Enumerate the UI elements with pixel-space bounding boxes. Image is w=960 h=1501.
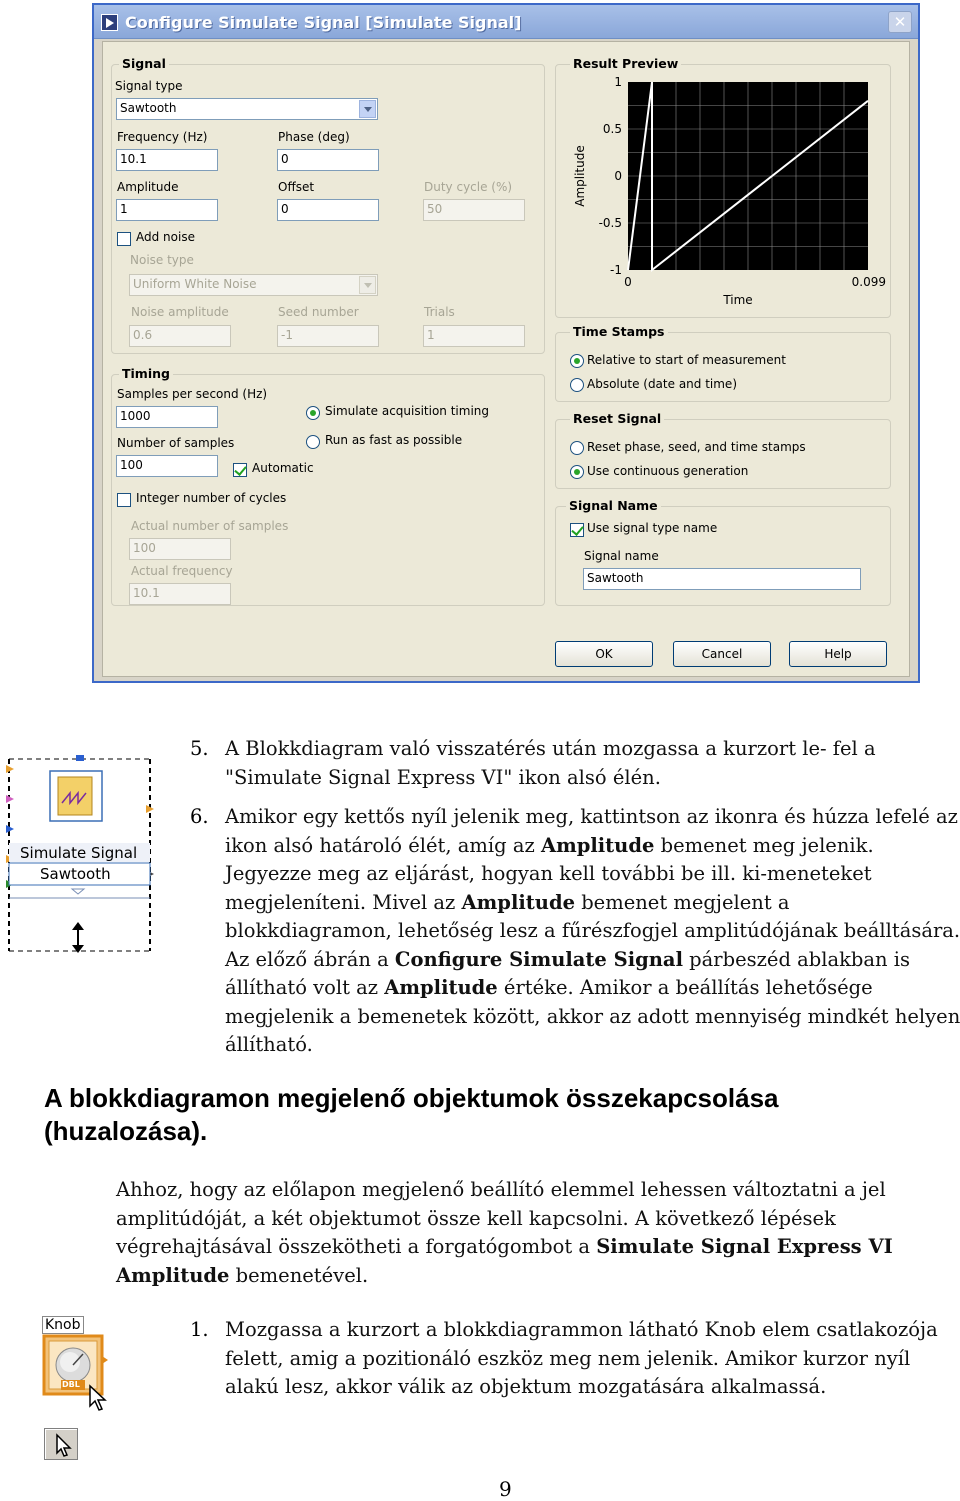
add-noise-label: Add noise	[136, 230, 195, 244]
step6-number: 6.	[190, 805, 209, 828]
run-fast-radio[interactable]	[306, 435, 320, 449]
continuous-generation-label: Use continuous generation	[587, 464, 749, 478]
signal-name-label: Signal name	[584, 549, 659, 563]
y-tick-label: -1	[610, 263, 622, 277]
reset-phase-radio[interactable]	[570, 441, 584, 455]
noise-amplitude-field[interactable]: 0.6	[129, 325, 231, 347]
offset-label: Offset	[278, 180, 315, 194]
frequency-field[interactable]: 10.1	[116, 149, 218, 171]
relative-timestamp-radio[interactable]	[570, 354, 584, 368]
signal-name-title: Signal Name	[566, 498, 661, 513]
step5-text: A Blokkdiagram való visszatérés után mozgassa a kurzort le- fel a "Simulate Signal Express VI" ikon alsó élén.	[225, 737, 876, 789]
offset-field[interactable]: 0	[277, 199, 379, 221]
integer-cycles-label: Integer number of cycles	[136, 491, 287, 505]
signal-type-value: Sawtooth	[120, 101, 177, 115]
dialog-title: Configure Simulate Signal [Simulate Signal]	[125, 13, 522, 32]
signal-name-field[interactable]: Sawtooth	[583, 568, 861, 590]
number-of-samples-field[interactable]: 100	[116, 455, 218, 477]
y-tick-label: 0.5	[602, 122, 622, 136]
noise-type-value: Uniform White Noise	[133, 277, 257, 291]
actual-samples-label: Actual number of samples	[131, 519, 289, 533]
time-stamps-group	[555, 324, 891, 402]
arrow-cursor-icon	[45, 1429, 79, 1461]
noise-type-label: Noise type	[130, 253, 194, 267]
simulate-signal-icon-label: Simulate Signal	[20, 844, 138, 862]
absolute-timestamp-label: Absolute (date and time)	[587, 377, 737, 391]
actual-frequency-label: Actual frequency	[131, 564, 233, 578]
amplitude-label: Amplitude	[117, 180, 179, 194]
step6-part: értéke. Amikor a beállítás lehetősége megjelenik a bemenetek között, akkor az adott mennyiség mindkét helyen állítható.	[225, 976, 960, 1056]
amplitude-field[interactable]: 1	[116, 199, 218, 221]
use-type-name-checkbox[interactable]	[570, 523, 584, 537]
dbl-label: DBL	[62, 1380, 80, 1389]
step1-text: Mozgassa a kurzort a blokkdiagrammon látható Knob elem csatlakozója felett, amig a pozitionáló eszköz meg nem jelenik. Amikor kurzor nyíl alakú lesz, akkor válik az objektum mozgatására alkalmassá.	[225, 1318, 938, 1398]
seed-number-label: Seed number	[278, 305, 359, 319]
x-axis-label: Time	[723, 293, 753, 307]
timing-group-title: Timing	[119, 366, 173, 381]
automatic-label: Automatic	[252, 461, 314, 475]
intro-part: Ahhoz, hogy az előlapon megjelenő beállító elemmel lehessen változtatni a jel amplitúdóját, a két objektumot össze kell kapcsolni. A következő lépések végrehajtásával összekötheti a forgatógombot a	[116, 1178, 886, 1258]
ok-button[interactable]: OK	[555, 641, 653, 667]
step6-text	[225, 803, 960, 1060]
step6-part: bemenet meg jelenik. Jegyezze meg az eljárást, hogyan kell további be ill. ki-meneteket megjeleníteni. Mivel az	[225, 833, 874, 914]
time-stamps-title: Time Stamps	[570, 324, 668, 339]
step6-part: Amikor egy kettős nyíl jelenik meg, kattintson az ikonra és húzza lefelé az ikon alsó határoló élét, amíg az	[225, 805, 958, 857]
y-axis-label: Amplitude	[573, 145, 587, 207]
step6-part: bemenet megjelent a blokkdiagramon, lehetőség lesz a fűrészfogjel amplitúdójának beálltására. Az előző ábrán a	[225, 890, 960, 971]
chevron-down-icon[interactable]	[359, 100, 376, 118]
section-heading: A blokkdiagramon megjelenő objektumok összekapcsolása (huzalozása).	[44, 1083, 779, 1146]
phase-label: Phase (deg)	[278, 130, 350, 144]
absolute-timestamp-radio[interactable]	[570, 378, 584, 392]
noise-amplitude-label: Noise amplitude	[131, 305, 229, 319]
signal-type-label: Signal type	[115, 79, 183, 93]
samples-per-second-label: Samples per second (Hz)	[117, 387, 268, 401]
x-tick-label: 0	[624, 275, 632, 289]
run-fast-label: Run as fast as possible	[325, 433, 463, 447]
labview-run-icon	[101, 14, 118, 31]
continuous-generation-radio[interactable]	[570, 465, 584, 479]
intro-part: bemenetével.	[229, 1263, 369, 1287]
result-preview-chart	[558, 70, 888, 314]
step6-part: párbeszéd ablakban is állítható volt az	[225, 947, 911, 999]
duty-cycle-field[interactable]: 50	[423, 199, 525, 221]
noise-type-select[interactable]	[129, 274, 378, 296]
y-tick-label: -0.5	[598, 216, 622, 230]
signal-type-select[interactable]	[116, 98, 378, 120]
help-button[interactable]: Help	[789, 641, 887, 667]
number-of-samples-label: Number of samples	[117, 436, 235, 450]
frequency-label: Frequency (Hz)	[117, 130, 208, 144]
title-bar[interactable]	[94, 5, 918, 39]
step6-bold: Configure Simulate Signal	[394, 947, 683, 971]
reset-signal-title: Reset Signal	[570, 411, 664, 426]
step6-bold: Amplitude	[461, 890, 575, 914]
y-tick-label: 0	[614, 169, 622, 183]
x-tick-label: 0.099	[851, 275, 886, 289]
samples-per-second-field[interactable]: 1000	[116, 406, 218, 428]
automatic-checkbox[interactable]	[233, 463, 247, 477]
reset-phase-label: Reset phase, seed, and time stamps	[587, 440, 806, 454]
close-button[interactable]: ✕	[888, 11, 912, 33]
step6-bold: Amplitude	[384, 976, 498, 999]
result-preview-title: Result Preview	[570, 56, 681, 71]
intro-paragraph	[116, 1176, 906, 1290]
seed-number-field[interactable]: -1	[277, 325, 379, 347]
add-noise-checkbox[interactable]	[117, 232, 131, 246]
dialog-client	[102, 41, 910, 677]
actual-frequency-field: 10.1	[129, 583, 231, 605]
relative-timestamp-label: Relative to start of measurement	[587, 353, 786, 367]
use-type-name-label: Use signal type name	[587, 521, 718, 535]
page-number: 9	[499, 1477, 512, 1501]
y-tick-label: 1	[614, 75, 622, 89]
integer-cycles-checkbox[interactable]	[117, 493, 131, 507]
signal-group-title: Signal	[119, 56, 169, 71]
step1-number: 1.	[190, 1318, 209, 1341]
configure-dialog	[92, 3, 920, 683]
knob-terminal-icon[interactable]	[42, 1316, 112, 1412]
sawtooth-icon-label: Sawtooth	[40, 865, 111, 883]
reset-signal-group	[555, 411, 891, 489]
trials-label: Trials	[424, 305, 455, 319]
knob-terminal-graphic	[42, 1334, 112, 1412]
cancel-button[interactable]: Cancel	[673, 641, 771, 667]
phase-field[interactable]: 0	[277, 149, 379, 171]
simulate-signal-express-vi-icon[interactable]	[6, 755, 154, 955]
trials-field[interactable]: 1	[423, 325, 525, 347]
step5-number: 5.	[190, 737, 209, 760]
chevron-down-icon[interactable]	[359, 276, 376, 294]
knob-label: Knob	[42, 1316, 84, 1334]
duty-cycle-label: Duty cycle (%)	[424, 180, 513, 194]
simulate-timing-label: Simulate acquisition timing	[325, 404, 490, 418]
positioning-tool-icon[interactable]	[44, 1428, 78, 1460]
intro-bold: Simulate Signal Express VI Amplitude	[116, 1235, 893, 1287]
simulate-timing-radio[interactable]	[306, 406, 320, 420]
step6-bold: Amplitude	[540, 833, 655, 857]
actual-samples-field: 100	[129, 538, 231, 560]
